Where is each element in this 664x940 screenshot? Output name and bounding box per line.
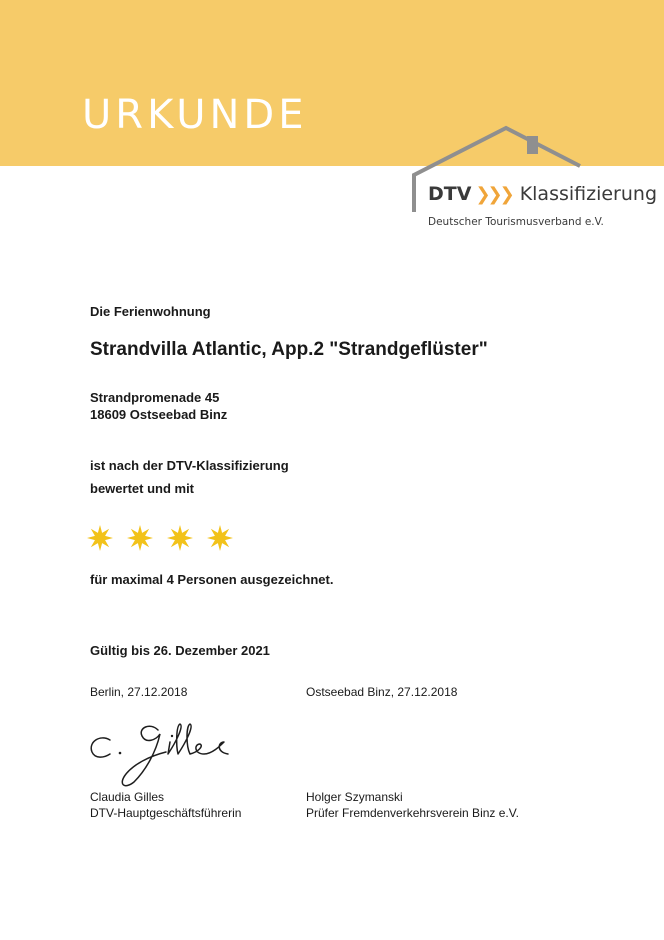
right-signatory-name: Holger Szymanski	[306, 790, 403, 804]
left-signatory-name: Claudia Gilles	[90, 790, 165, 804]
logo-product: Klassifizierung	[519, 183, 658, 205]
rating-star-icon	[207, 525, 233, 551]
right-signatory-role: Prüfer Fremdenverkehrsverein Binz e.V.	[306, 806, 519, 820]
logo-organization: Deutscher Tourismusverband e.V.	[428, 216, 604, 228]
logo-arrows-icon: ❯❯❯	[475, 184, 512, 205]
address-street: Strandpromenade 45	[90, 390, 220, 405]
accommodation-type: Die Ferienwohnung	[90, 304, 211, 319]
rating-star-icon	[127, 525, 153, 551]
capacity-statement: für maximal 4 Personen ausgezeichnet.	[90, 572, 334, 587]
address-city: 18609 Ostseebad Binz	[90, 407, 228, 422]
logo-brand: DTV	[428, 183, 472, 205]
star-rating	[86, 520, 246, 556]
statement-line-2: bewertet und mit	[90, 481, 195, 496]
rating-star-icon	[87, 525, 113, 551]
certificate-title: URKUNDE	[82, 92, 308, 138]
right-place-date: Ostseebad Binz, 27.12.2018	[306, 685, 458, 699]
statement-line-1: ist nach der DTV-Klassifizierung	[90, 458, 289, 473]
property-name: Strandvilla Atlantic, App.2 "Strandgeflüster"	[90, 339, 488, 360]
left-place-date: Berlin, 27.12.2018	[90, 685, 188, 699]
signature-claudia-gilles	[80, 712, 260, 792]
rating-star-icon	[167, 525, 193, 551]
dtv-logo	[428, 183, 657, 205]
left-signatory-role: DTV-Hauptgeschäftsführerin	[90, 806, 242, 820]
valid-until: Gültig bis 26. Dezember 2021	[90, 643, 270, 658]
